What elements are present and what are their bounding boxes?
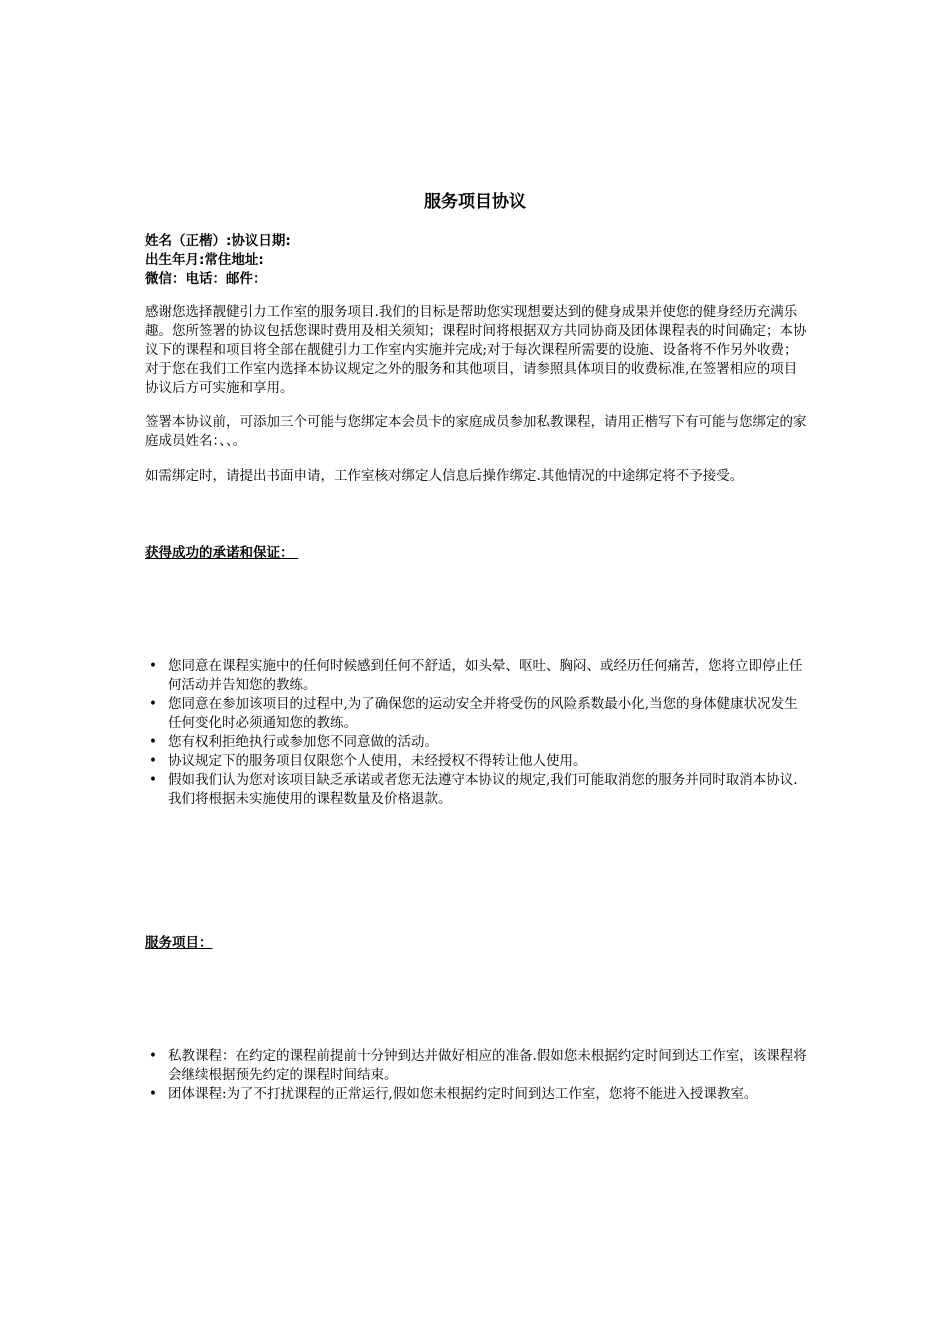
bullet-icon: • <box>149 658 157 674</box>
services-list <box>145 1047 807 1104</box>
bullet-icon: • <box>149 772 157 788</box>
list-item-text: 协议规定下的服务项目仅限您个人使用，未经授权不得转让他人使用。 <box>168 753 587 769</box>
guarantee-list <box>145 657 807 809</box>
document-title: 服务项目协议 <box>424 192 526 212</box>
list-item <box>145 733 807 752</box>
list-item-text: 您有权利拒绝执行或参加您不同意做的活动。 <box>168 734 438 750</box>
bullet-icon: • <box>149 1086 157 1102</box>
list-item <box>145 1047 807 1085</box>
guarantee-heading: 获得成功的承诺和保证： <box>145 545 299 561</box>
list-item-text: 您同意在参加该项目的过程中,为了确保您的运动安全并将受伤的风险系数最小化,当您的身体健康状况发生任何变化时必须通知您的教练。 <box>168 696 798 731</box>
bullet-icon: • <box>149 734 157 750</box>
list-item <box>145 695 807 733</box>
list-item-text: 团体课程:为了不打扰课程的正常运行,假如您未根据约定时间到达工作室，您将不能进入授课教室。 <box>168 1086 758 1102</box>
family-binding-paragraph: 签署本协议前，可添加三个可能与您绑定本会员卡的家庭成员参加私教课程，请用正楷写下有可能与您绑定的家庭成员姓名：、、。 <box>145 414 807 449</box>
field-contact: 微信：电话：邮件： <box>145 271 267 287</box>
list-item <box>145 752 807 771</box>
list-item <box>145 1085 807 1104</box>
personal-info-fields <box>145 232 805 289</box>
bullet-icon: • <box>149 696 157 712</box>
binding-request-paragraph: 如需绑定时，请提出书面申请，工作室核对绑定人信息后操作绑定.其他情况的中途绑定将不予接受。 <box>145 468 744 484</box>
list-item <box>145 771 807 809</box>
intro-paragraph: 感谢您选择靓健引力工作室的服务项目.我们的目标是帮助您实现想要达到的健身成果并使您的健身经历充满乐趣。您所签署的协议包括您课时费用及相关须知；课程时间将根据双方共同协商及团体课程表的时间确定；本协议下的课程和项目将全部在靓健引力工作室内实施并完成;对于每次课程所需要的设施、设备将不作另外收费；对于您在我们工作室内选择本协议规定之外的服务和其他项目，请参照具体项目的收费标准,在签署相应的项目协议后方可实施和享用。 <box>145 304 807 396</box>
list-item-text: 您同意在课程实施中的任何时候感到任何不舒适，如头晕、呕吐、胸闷、或经历任何痛苦，您将立即停止任何活动并告知您的教练。 <box>168 658 803 693</box>
bullet-icon: • <box>149 753 157 769</box>
field-name-date: 姓名（正楷）:协议日期: <box>145 233 291 249</box>
list-item <box>145 657 807 695</box>
field-birth-address: 出生年月:常住地址: <box>145 252 264 268</box>
list-item-text: 假如我们认为您对该项目缺乏承诺或者您无法遵守本协议的规定,我们可能取消您的服务并同时取消本协议.我们将根据未实施使用的课程数量及价格退款。 <box>168 772 798 807</box>
list-item-text: 私教课程：在约定的课程前提前十分钟到达并做好相应的准备.假如您未根据约定时间到达工作室，该课程将会继续根据预先约定的课程时间结束。 <box>168 1048 807 1083</box>
bullet-icon: • <box>149 1048 157 1064</box>
services-heading: 服务项目： <box>145 935 213 951</box>
